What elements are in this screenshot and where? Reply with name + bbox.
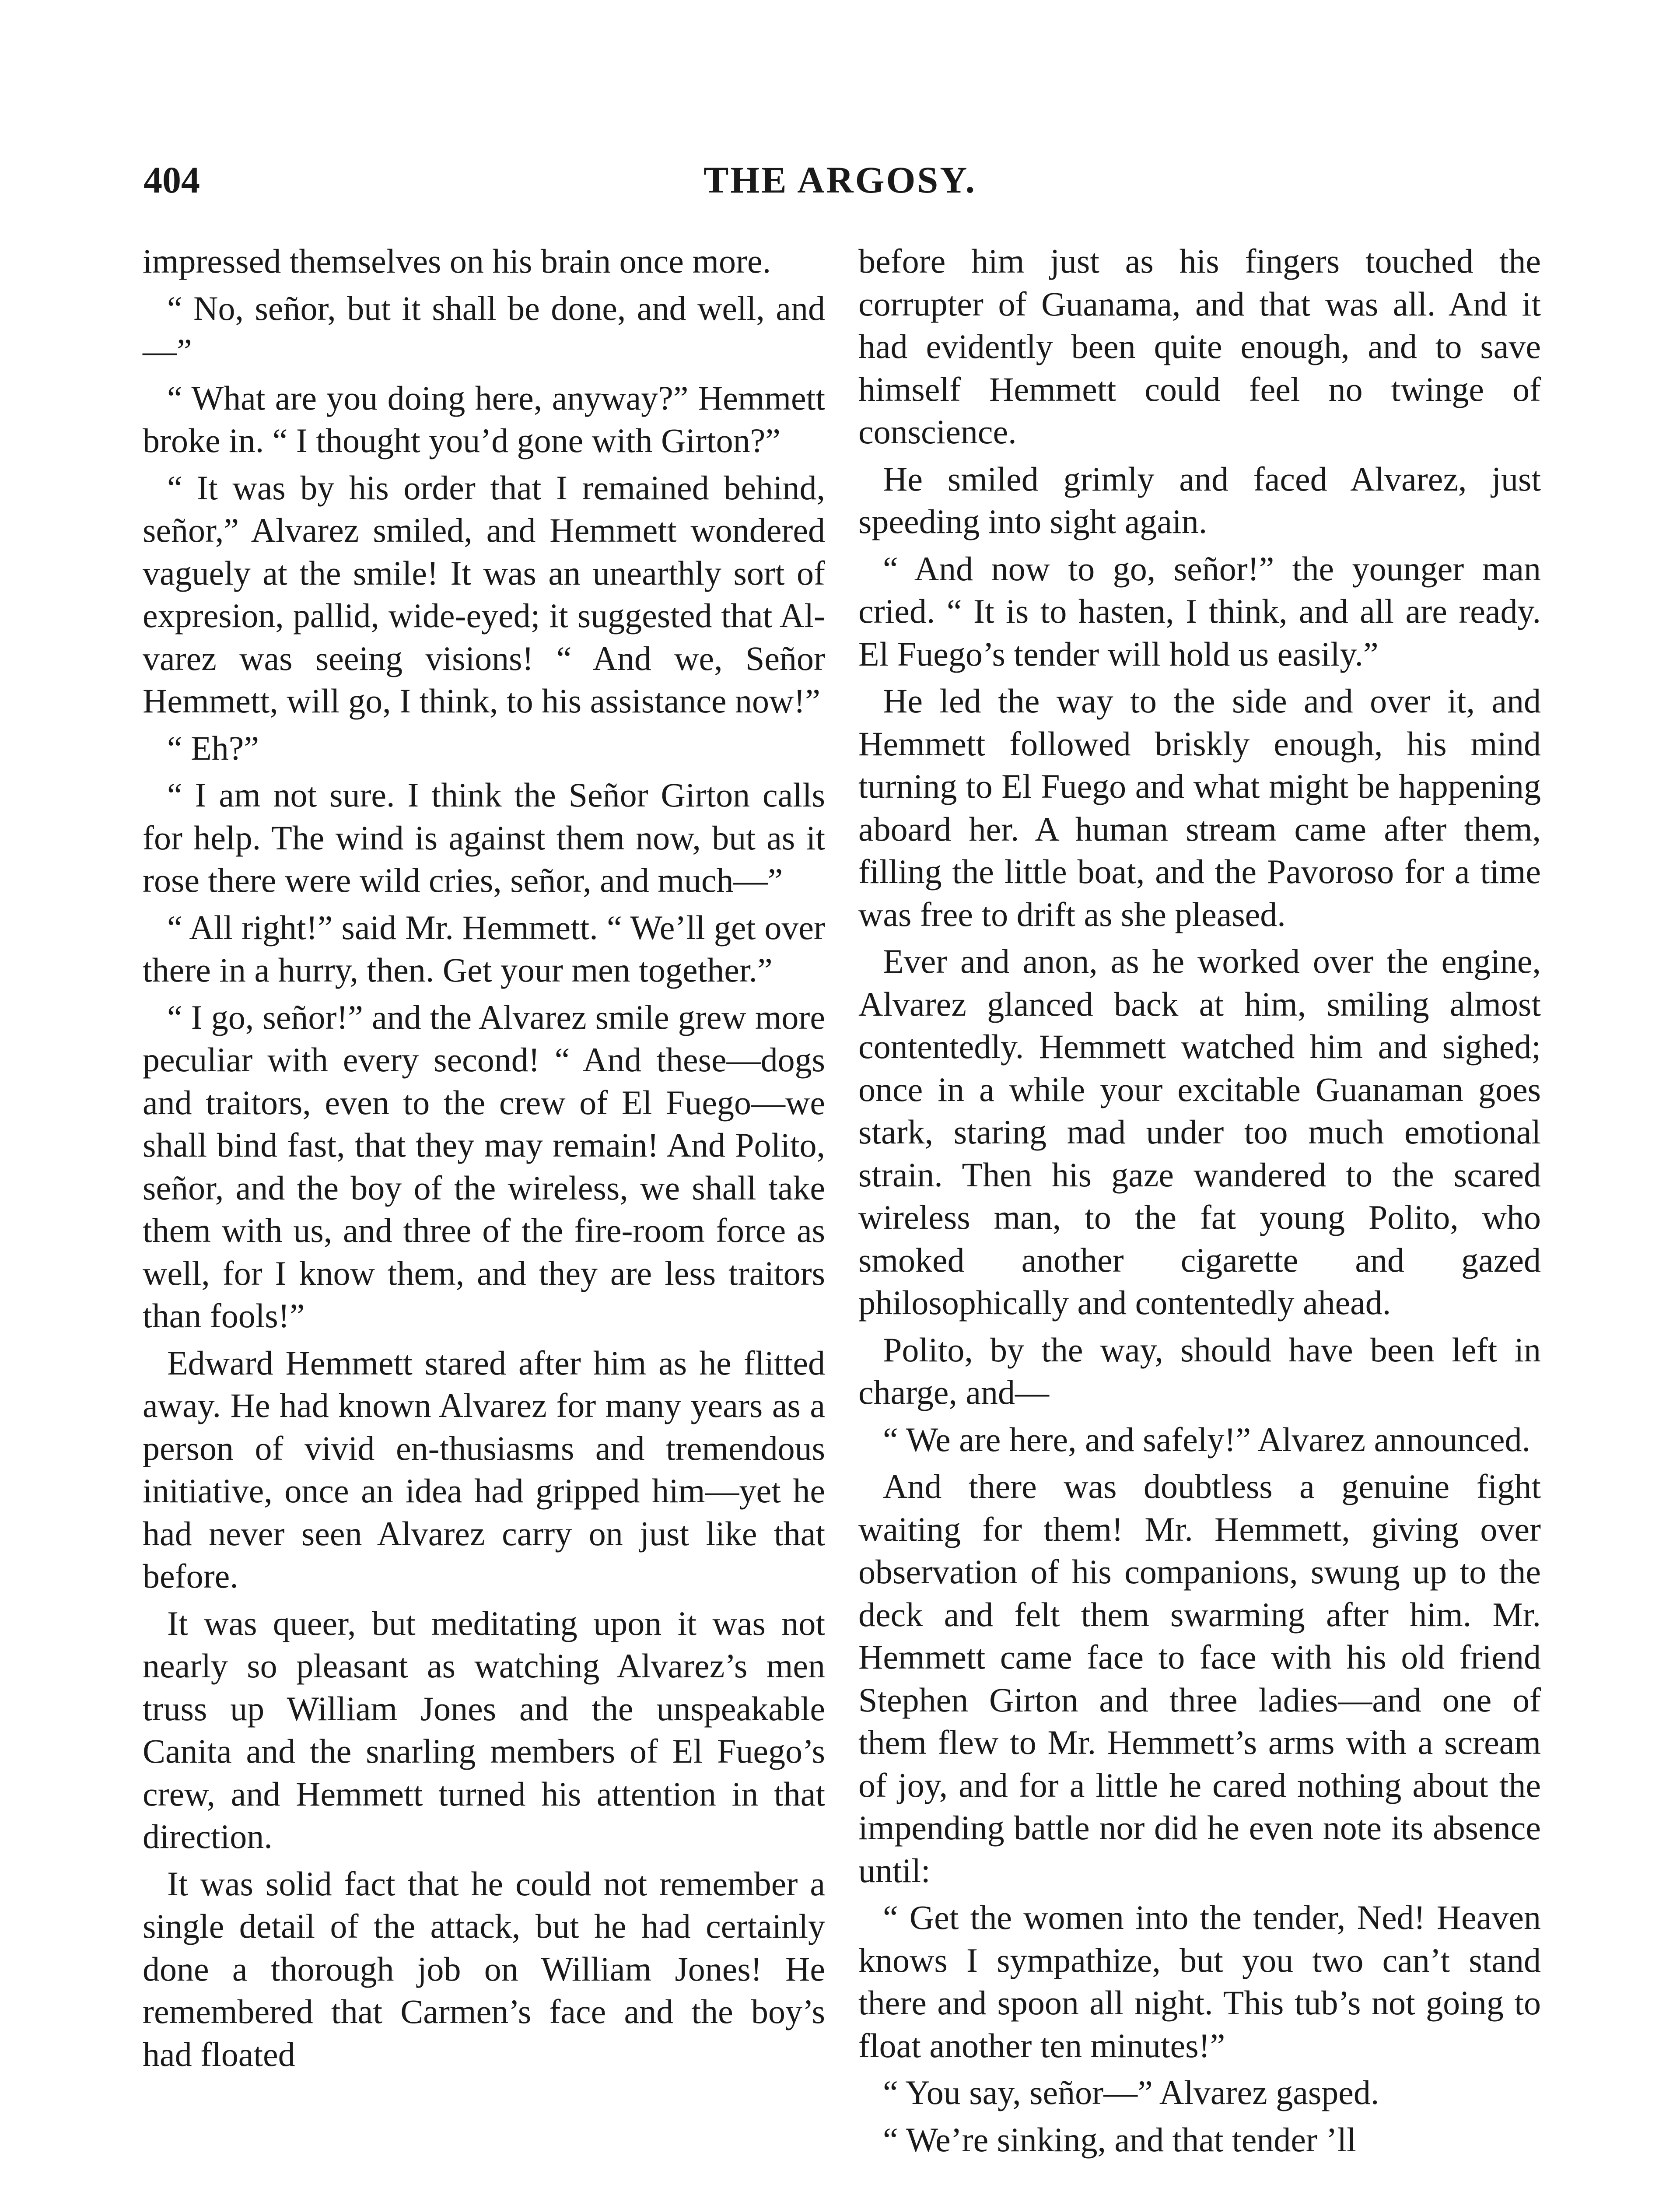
paragraph: impressed themselves on his brain once more. <box>143 242 771 280</box>
paragraph: It was queer, but meditating upon it was not nearly so pleasant as watching Alvarez’s men truss up William Jones and the unspeakable Canita and the snarling members of El Fuego’s crew, and Hemmett turned his attention in that direction. <box>143 1604 825 1855</box>
paragraph: “ And now to go, señor!” the younger man cried. “ It is to hasten, I think, and all are ready. El Fuego’s tender will hold us easily.” <box>858 549 1541 673</box>
paragraph: Edward Hemmett stared after him as he flitted away. He had known Alvarez for many years as a person of vivid en-thusiasms and tremendous initiative, once an idea had gripped him—yet he had never seen Alvarez carry on just like that before. <box>143 1343 825 1595</box>
paragraph: It was solid fact that he could not remember a single detail of the attack, but he had certainly done a thorough job on William Jones! He remembered that Carmen’s face and the boy’s had floated <box>143 1864 825 2073</box>
paragraph: “ Get the women into the tender, Ned! Heaven knows I sympathize, but you two can’t stand there and spoon all night. This tub’s not going to float another ten minutes!” <box>858 1898 1541 2065</box>
paragraph: “ I go, señor!” and the Alvarez smile grew more peculiar with every second! “ And these—dogs and traitors, even to the crew of El Fuego—we shall bind fast, that they may remain! And Polito, señor, and the boy of the wireless, we shall take them with us, and three of the fire-room force as well, for I know them, and they are less traitors than fools!” <box>143 998 825 1335</box>
paragraph: “ All right!” said Mr. Hemmett. “ We’ll get over there in a hurry, then. Get your men together.” <box>143 908 825 989</box>
left-column <box>143 240 825 2080</box>
running-title: THE ARGOSY. <box>704 159 976 201</box>
paragraph: “ It was by his order that I remained behind, señor,” Alvarez smiled, and Hemmett wondered vaguely at the smile! It was an unearthly sort of expresion, pallid, wide-eyed; it suggested that Al-varez was seeing visions! “ And we, Señor Hemmett, will go, I think, to his assistance now!” <box>143 468 825 720</box>
paragraph: before him just as his fingers touched the corrupter of Guanama, and that was all. And it had evidently been quite enough, and to save himself Hemmett could feel no twinge of conscience. <box>858 242 1541 451</box>
paragraph: He led the way to the side and over it, and Hemmett followed briskly enough, his mind turning to El Fuego and what might be happening aboard her. A human stream came after them, filling the little boat, and the Pavoroso for a time was free to drift as she pleased. <box>858 682 1541 933</box>
paragraph: “ We’re sinking, and that tender ’ll <box>883 2120 1356 2159</box>
paragraph: “ Eh?” <box>167 729 259 767</box>
paragraph: He smiled grimly and faced Alvarez, just speeding into sight again. <box>858 459 1541 540</box>
right-column <box>858 240 1541 2165</box>
paragraph: Ever and anon, as he worked over the engine, Alvarez glanced back at him, smiling almost contentedly. Hemmett watched him and sighed; once in a while your excitable Guanaman goes stark, staring mad under too much emotional strain. Then his gaze wandered to the scared wireless man, to the fat young Polito, who smoked another cigarette and gazed philosophically and contentedly ahead. <box>858 942 1541 1322</box>
paragraph: “ No, señor, but it shall be done, and well, and—” <box>143 289 825 370</box>
paragraph: “ What are you doing here, anyway?” Hemmett broke in. “ I thought you’d gone with Girton?” <box>143 379 825 459</box>
paragraph: “ I am not sure. I think the Señor Girton calls for help. The wind is against them now, but as it rose there were wild cries, señor, and much—” <box>143 776 825 899</box>
page-number: 404 <box>144 159 200 201</box>
paragraph: “ We are here, and safely!” Alvarez announced. <box>883 1420 1530 1459</box>
paragraph: “ You say, señor—” Alvarez gasped. <box>883 2073 1379 2111</box>
paragraph: And there was doubtless a genuine fight waiting for them! Mr. Hemmett, giving over observation of his companions, swung up to the deck and felt them swarming after him. Mr. Hemmett came face to face with his old friend Stephen Girton and three ladies—and one of them flew to Mr. Hemmett’s arms with a scream of joy, and for a little he cared nothing about the impending battle nor did he even note its absence until: <box>858 1467 1541 1890</box>
paragraph: Polito, by the way, should have been left in charge, and— <box>858 1330 1541 1411</box>
